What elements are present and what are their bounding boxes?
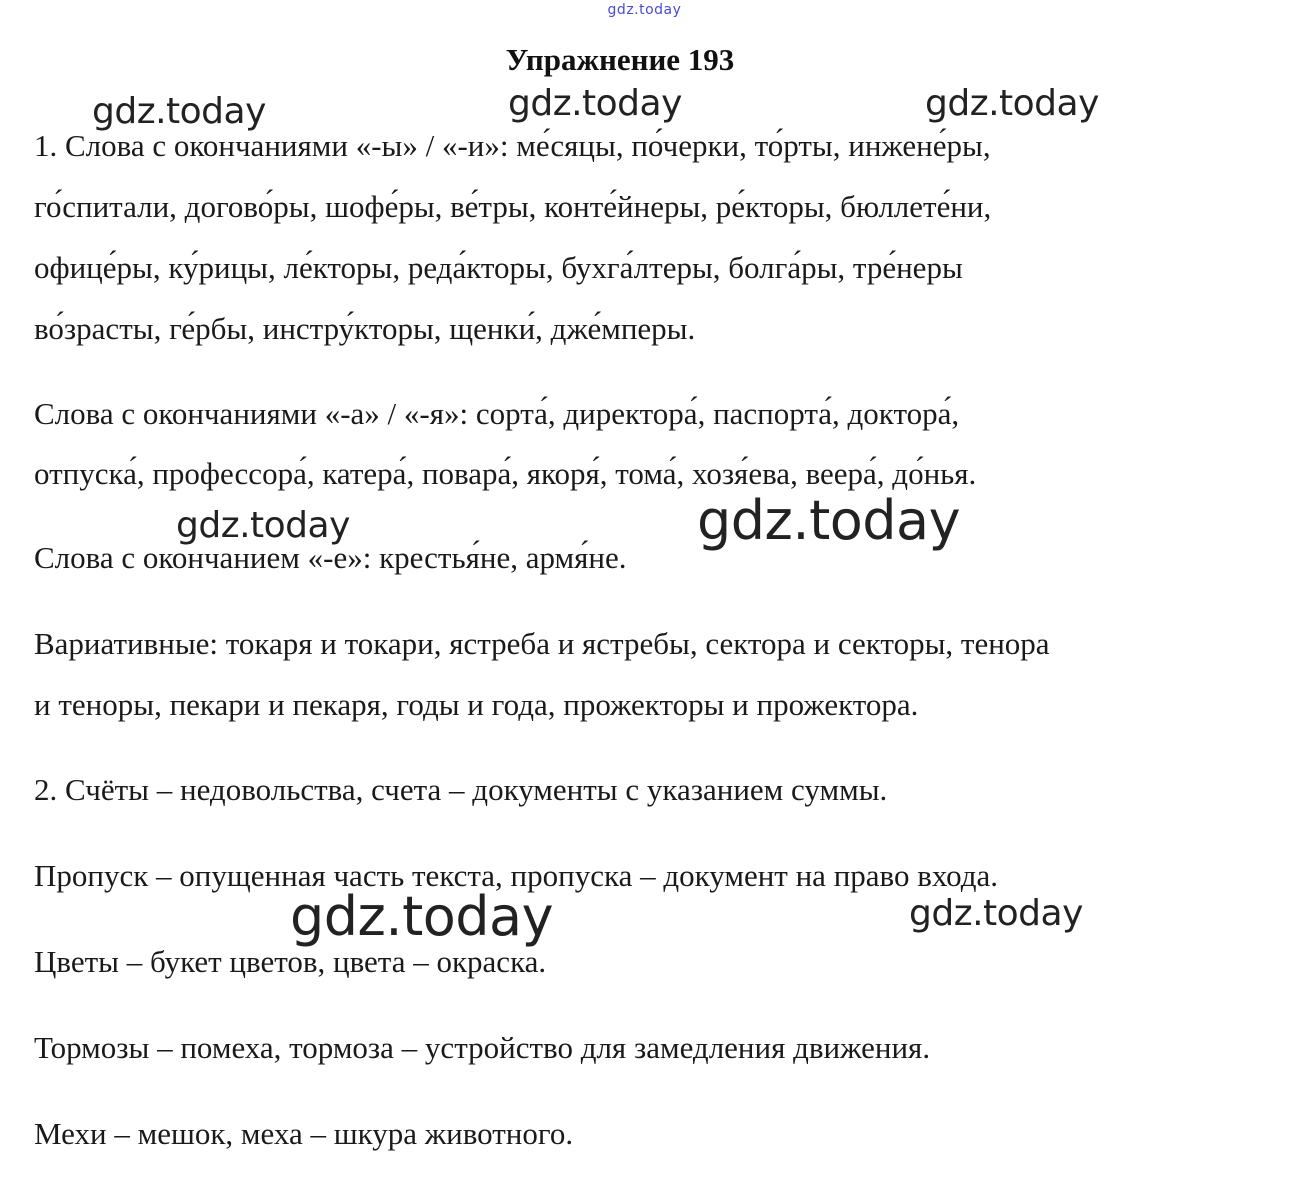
- text-line: во́зрасты, ге́рбы, инстру́кторы, щенки́, дже́мперы.: [34, 311, 696, 346]
- text-line: и теноры, пекари и пекаря, годы и года, прожекторы и прожектора.: [34, 687, 919, 722]
- source-link[interactable]: gdz.today: [607, 2, 682, 18]
- watermark: gdz.today: [176, 505, 350, 546]
- text-line: Слова с окончаниями «-а» / «-я»: сорта́, директора́, паспорта́, доктора́,: [34, 396, 960, 431]
- watermark: gdz.today: [92, 91, 266, 132]
- exercise-title: Упражнение 193: [505, 42, 735, 77]
- text-line: 2. Счёты – недовольства, счета – документы с указанием суммы.: [34, 772, 888, 807]
- text-line: го́спитали, догово́ры, шофе́ры, ве́тры, конте́йнеры, ре́кторы, бюллете́ни,: [34, 189, 992, 224]
- text-line: Вариативные: токаря и токари, ястреба и ястребы, сектора и секторы, тенора: [34, 626, 1050, 661]
- text-line: Тормозы – помеха, тормоза – устройство для замедления движения.: [34, 1030, 931, 1065]
- text-line: 1. Слова с окончаниями «-ы» / «-и»: ме́сяцы, по́черки, то́рты, инжене́ры,: [34, 128, 991, 163]
- watermark: gdz.today: [925, 83, 1099, 124]
- watermark: gdz.today: [697, 489, 961, 552]
- text-line: Цветы – букет цветов, цвета – окраска.: [34, 944, 547, 979]
- text-line: отпуска́, профессора́, катера́, повара́, якоря́, тома́, хозя́ева, веера́, до́нья.: [34, 456, 977, 491]
- watermark: gdz.today: [508, 83, 682, 124]
- text-line: Пропуск – опущенная часть текста, пропуска – документ на право входа.: [34, 858, 999, 893]
- text-line: офице́ры, ку́рицы, ле́кторы, реда́кторы, бухга́лтеры, болга́ры, тре́неры: [34, 250, 963, 285]
- watermark: gdz.today: [290, 885, 554, 948]
- text-line: Мехи – мешок, меха – шкура животного.: [34, 1116, 574, 1151]
- text-line: Слова с окончанием «-е»: крестья́не, армя́не.: [34, 540, 627, 575]
- watermark: gdz.today: [909, 893, 1083, 934]
